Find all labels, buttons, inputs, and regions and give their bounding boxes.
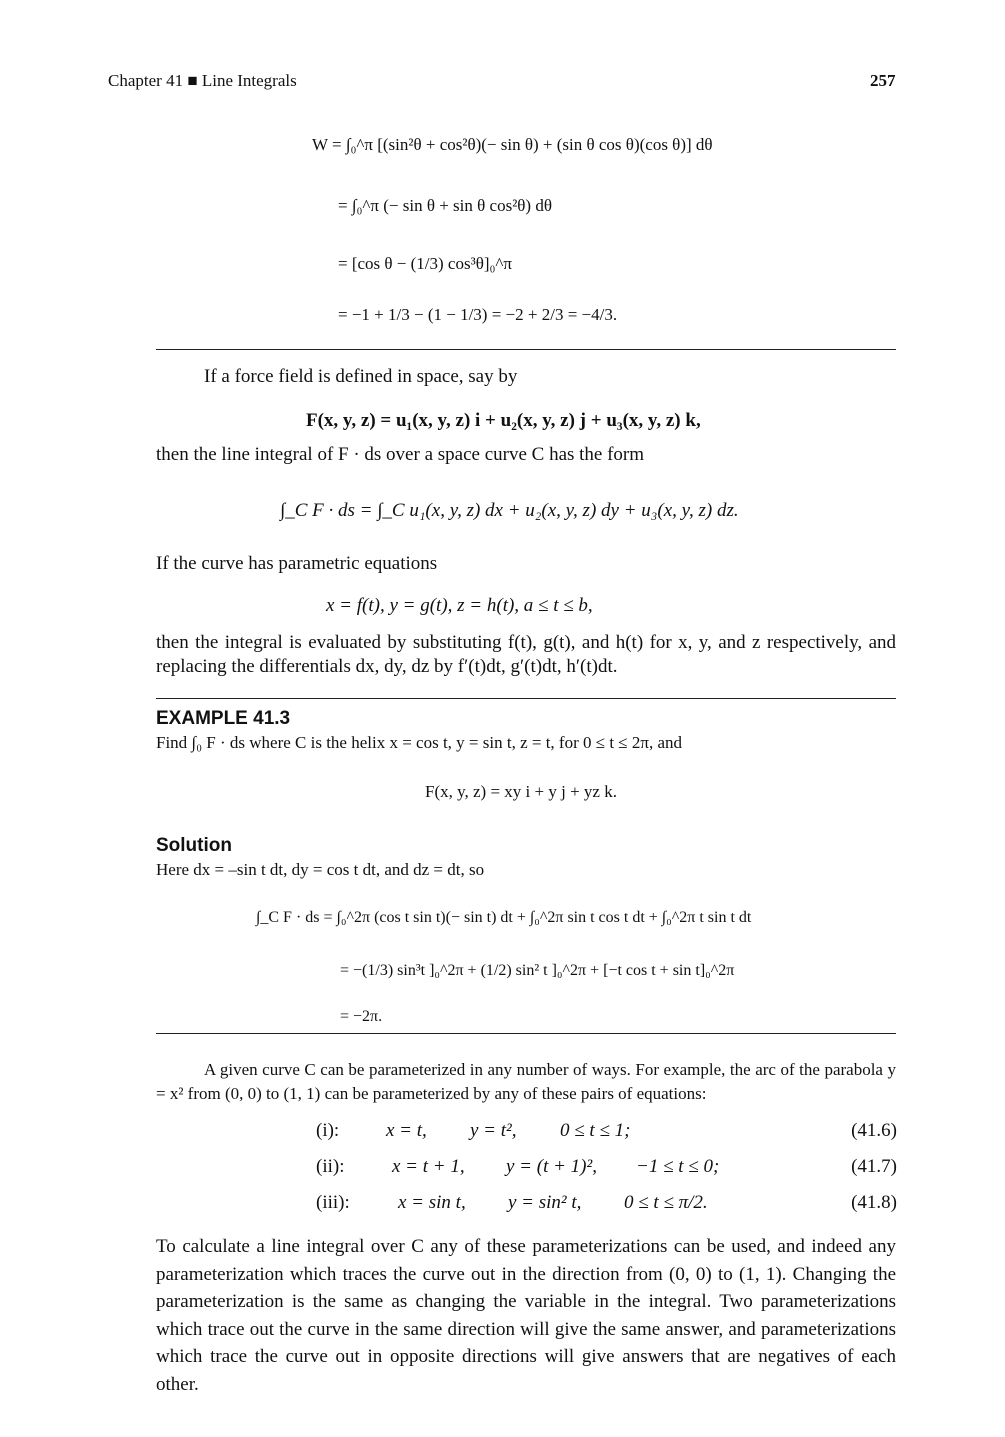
derivation-line-3: = [cos θ − (1/3) cos³θ]₀^π [338, 254, 512, 273]
example-statement: Find ∫₀ F · ds where C is the helix x = cos t, y = sin t, z = t, for 0 ≤ t ≤ 2π, and [156, 733, 683, 752]
example-title: EXAMPLE 41.3 [156, 708, 291, 729]
divider-rule [156, 1033, 896, 1034]
page-number: 257 [870, 71, 896, 90]
derivation-line-4: = −1 + 1/3 − (1 − 1/3) = −2 + 2/3 = −4/3. [338, 305, 618, 324]
solution-title: Solution [156, 835, 232, 856]
intro-paragraph-1: If a force field is defined in space, say by [204, 366, 518, 387]
closing-paragraph-2: To calculate a line integral over C any of these parameterizations can be used, and indeed any parameterization which traces the curve out in the direction from (0, 0) to (1, 1). Changing the parameterization is the same as changing the variable in the integral. Two parameterizations which trace out the curve in the same direction will give the same answer, and parameterizations which trace the curve out in opposite directions will give answers that are negatives of each other. [156, 1236, 896, 1395]
divider-rule [156, 698, 896, 699]
solution-line-2: = −(1/3) sin³t ]₀^2π + (1/2) sin² t ]₀^2π + [−t cos t + sin t]₀^2π [340, 962, 735, 979]
derivation-line-1: W = ∫₀^π [(sin²θ + cos²θ)(− sin θ) + (sin θ cos θ)(cos θ)] dθ [312, 135, 713, 154]
param-y: y = t², [470, 1120, 517, 1141]
param-range: 0 ≤ t ≤ π/2. [624, 1192, 708, 1213]
closing-paragraph-1: A given curve C can be parameterized in any number of ways. For example, the arc of the parabola y = x² from (0, 0) to (1, 1) can be parameterized by any of these pairs of equations: [156, 1060, 896, 1103]
param-range: −1 ≤ t ≤ 0; [636, 1156, 720, 1177]
param-range: 0 ≤ t ≤ 1; [560, 1120, 631, 1141]
param-y: y = (t + 1)², [506, 1156, 597, 1177]
solution-line-1: ∫_C F · ds = ∫₀^2π (cos t sin t)(− sin t) dt + ∫₀^2π sin t cos t dt + ∫₀^2π t sin t dt [256, 909, 752, 926]
param-x: x = t + 1, [392, 1156, 465, 1177]
running-header: Chapter 41 ■ Line Integrals [108, 71, 297, 90]
param-label: (i): [316, 1120, 340, 1141]
param-x: x = sin t, [398, 1192, 466, 1213]
intro-paragraph-4: then the integral is evaluated by substituting f(t), g(t), and h(t) for x, y, and z respectively, and replacing the differentials dx, dy, dz by f′(t)dt, g′(t)dt, h′(t)dt. [156, 632, 896, 677]
intro-paragraph-2: then the line integral of F · ds over a space curve C has the form [156, 444, 645, 465]
divider-rule [156, 349, 896, 350]
example-field: F(x, y, z) = xy i + y j + yz k. [425, 782, 617, 801]
solution-line-3: = −2π. [340, 1008, 383, 1025]
line-integral-equation: ∫_C F · ds = ∫_C u₁(x, y, z) dx + u₂(x, y, z) dy + u₃(x, y, z) dz. [280, 500, 739, 521]
intro-paragraph-3: If the curve has parametric equations [156, 553, 438, 574]
param-label: (iii): [316, 1192, 350, 1213]
param-y: y = sin² t, [508, 1192, 582, 1213]
derivation-line-2: = ∫₀^π (− sin θ + sin θ cos²θ) dθ [338, 196, 552, 215]
param-label: (ii): [316, 1156, 345, 1177]
param-x: x = t, [386, 1120, 427, 1141]
equation-number: (41.8) [851, 1192, 897, 1213]
parametric-equations: x = f(t), y = g(t), z = h(t), a ≤ t ≤ b, [326, 595, 593, 616]
equation-number: (41.6) [851, 1120, 897, 1141]
solution-intro: Here dx = –sin t dt, dy = cos t dt, and dz = dt, so [156, 860, 485, 879]
field-equation: F(x, y, z) = u₁(x, y, z) i + u₂(x, y, z) j + u₃(x, y, z) k, [306, 410, 701, 431]
equation-number: (41.7) [851, 1156, 897, 1177]
